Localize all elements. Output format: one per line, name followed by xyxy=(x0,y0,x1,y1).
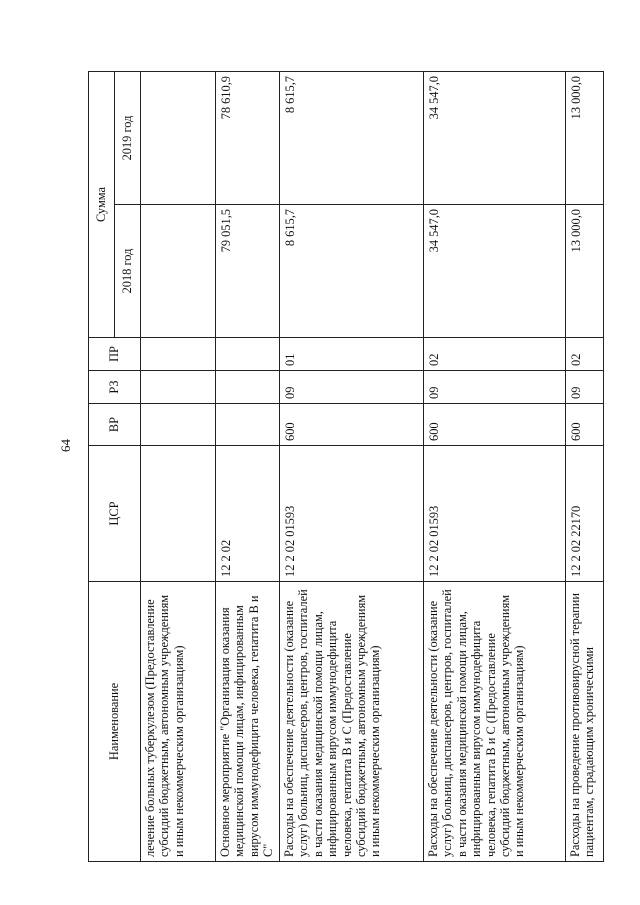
row-rz: 09 xyxy=(280,371,424,404)
row-2018: 79 051,5 xyxy=(216,205,280,338)
row-2019: 34 547,0 xyxy=(424,72,566,205)
row-2019: 78 610,9 xyxy=(216,72,280,205)
row-name: Расходы на проведение противовирусной терапии пациентам, страдающим хроническими xyxy=(566,582,604,862)
row-vr: 600 xyxy=(280,404,424,446)
row-name: Основное мероприятие "Организация оказания медицинской помощи лицам, инфицированным вирусом иммунодефицита человека, гепатита В и С" xyxy=(216,582,280,862)
row-2019 xyxy=(141,72,216,205)
table-row xyxy=(141,72,216,862)
table-row xyxy=(216,72,280,862)
row-rz xyxy=(216,371,280,404)
page-number: 64 xyxy=(58,439,73,452)
row-pr: 02 xyxy=(424,338,566,371)
row-pr: 01 xyxy=(280,338,424,371)
row-vr: 600 xyxy=(566,404,604,446)
row-pr xyxy=(216,338,280,371)
row-name: лечение больных туберкулезом (Предоставление субсидий бюджетным, автономным учреждениям и иным некоммерческим организациям) xyxy=(141,582,216,862)
table-row xyxy=(566,72,604,862)
row-2018: 13 000,0 xyxy=(566,205,604,338)
row-csr: 12 2 02 01593 xyxy=(280,446,424,582)
header-pr: ПР xyxy=(89,338,141,371)
row-csr: 12 2 02 22170 xyxy=(566,446,604,582)
row-2018: 34 547,0 xyxy=(424,205,566,338)
row-vr xyxy=(216,404,280,446)
table-row xyxy=(280,72,424,862)
header-vr: ВР xyxy=(89,404,141,446)
row-vr xyxy=(141,404,216,446)
table-row xyxy=(424,72,566,862)
row-2018: 8 615,7 xyxy=(280,205,424,338)
row-name: Расходы на обеспечение деятельности (оказание услуг) больниц, диспансеров, центров, госпиталей в части оказания медицинской помощи лицам, инфицированным вирусом иммунодефицита человека, гепатита В и С (Предоставление субсидий бюджетным, автономным учреждениям и иным некоммерческим организациям) xyxy=(280,582,424,862)
header-2019: 2019 год xyxy=(115,72,141,205)
row-rz: 09 xyxy=(566,371,604,404)
row-2018 xyxy=(141,205,216,338)
row-name: Расходы на обеспечение деятельности (оказание услуг) больниц, диспансеров, центров, госпиталей в части оказания медицинской помощи лицам, инфицированным вирусом иммунодефицита человека, гепатита В и С (Предоставление субсидий бюджетным, автономным учреждениям и иным некоммерческим организациям) xyxy=(424,582,566,862)
budget-table xyxy=(88,71,604,862)
row-csr: 12 2 02 01593 xyxy=(424,446,566,582)
row-rz xyxy=(141,371,216,404)
header-csr: ЦСР xyxy=(89,446,141,582)
header-sum: Сумма xyxy=(89,72,115,338)
header-2018: 2018 год xyxy=(115,205,141,338)
budget-table-rotated xyxy=(88,72,608,862)
row-csr: 12 2 02 xyxy=(216,446,280,582)
header-name: Наименование xyxy=(89,582,141,862)
row-2019: 13 000,0 xyxy=(566,72,604,205)
row-pr: 02 xyxy=(566,338,604,371)
row-csr xyxy=(141,446,216,582)
row-2019: 8 615,7 xyxy=(280,72,424,205)
header-rz: РЗ xyxy=(89,371,141,404)
row-pr xyxy=(141,338,216,371)
row-rz: 09 xyxy=(424,371,566,404)
row-vr: 600 xyxy=(424,404,566,446)
